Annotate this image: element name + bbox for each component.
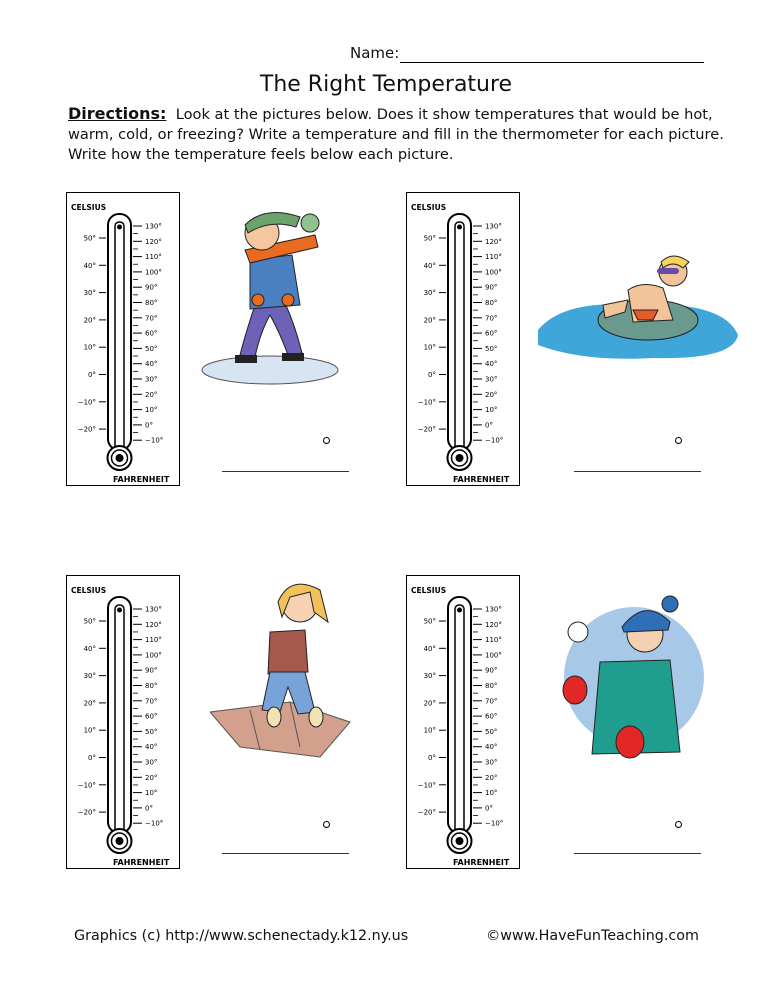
- fahrenheit-tick-label: 10°: [485, 789, 498, 798]
- degree-symbol-4: [675, 821, 682, 828]
- celsius-tick-label: 10°: [83, 343, 96, 352]
- celsius-tick-label: −10°: [417, 398, 436, 407]
- answer-line-1[interactable]: [222, 471, 349, 472]
- fahrenheit-tick-label: 50°: [145, 727, 158, 736]
- fahrenheit-tick-label: 120°: [145, 620, 162, 629]
- answer-line-4[interactable]: [574, 853, 701, 854]
- swimmer-image: [533, 250, 743, 370]
- fahrenheit-tick-label: 80°: [485, 299, 498, 307]
- fahrenheit-tick-label: −10°: [145, 436, 164, 445]
- celsius-tick-label: 30°: [423, 672, 436, 681]
- celsius-tick-label: 10°: [423, 343, 436, 352]
- celsius-label: CELSIUS: [71, 203, 107, 212]
- thermometer-4[interactable]: [406, 575, 520, 869]
- fahrenheit-tick-label: 110°: [145, 253, 162, 262]
- fahrenheit-tick-label: 60°: [485, 329, 498, 338]
- fahrenheit-tick-label: 130°: [485, 605, 502, 614]
- fahrenheit-tick-label: 100°: [145, 268, 162, 277]
- fahrenheit-tick-label: 40°: [145, 743, 158, 752]
- celsius-label: CELSIUS: [411, 203, 447, 212]
- degree-symbol-2: [675, 437, 682, 444]
- hopscotch-girl-image: [210, 572, 365, 772]
- fahrenheit-tick-label: 70°: [145, 697, 158, 706]
- fahrenheit-tick-label: 50°: [485, 727, 498, 736]
- page-title: The Right Temperature: [259, 72, 513, 97]
- fahrenheit-tick-label: 90°: [145, 283, 158, 292]
- thermometer-graphic: [406, 575, 520, 869]
- answer-line-2[interactable]: [574, 471, 701, 472]
- celsius-tick-label: −10°: [77, 781, 96, 790]
- fahrenheit-tick-label: 60°: [145, 712, 158, 721]
- fahrenheit-tick-label: 60°: [145, 329, 158, 338]
- fahrenheit-tick-label: 130°: [145, 222, 162, 231]
- degree-symbol-1: [323, 437, 330, 444]
- celsius-tick-label: 0°: [428, 371, 436, 379]
- fahrenheit-tick-label: 100°: [485, 268, 502, 277]
- fahrenheit-tick-label: 90°: [485, 283, 498, 292]
- fahrenheit-tick-label: 20°: [145, 773, 158, 782]
- thermometer-3[interactable]: [66, 575, 180, 869]
- fahrenheit-tick-label: 80°: [145, 299, 158, 307]
- fahrenheit-tick-label: 130°: [145, 605, 162, 614]
- footer-graphics-credit: Graphics (c) http://www.schenectady.k12.ny.us: [74, 928, 409, 944]
- celsius-tick-label: 20°: [423, 699, 436, 708]
- fahrenheit-tick-label: 20°: [485, 390, 498, 399]
- fahrenheit-tick-label: 110°: [485, 253, 502, 262]
- celsius-tick-label: 30°: [423, 289, 436, 298]
- fahrenheit-tick-label: 10°: [485, 406, 498, 415]
- celsius-tick-label: 10°: [423, 726, 436, 735]
- celsius-tick-label: 20°: [83, 699, 96, 708]
- fahrenheit-tick-label: 90°: [145, 666, 158, 675]
- celsius-tick-label: 10°: [83, 726, 96, 735]
- winter-boy-image: [560, 592, 710, 767]
- fahrenheit-tick-label: 30°: [485, 375, 498, 384]
- fahrenheit-label: FAHRENHEIT: [453, 475, 510, 484]
- celsius-tick-label: 50°: [423, 617, 436, 626]
- fahrenheit-tick-label: 20°: [485, 773, 498, 782]
- fahrenheit-tick-label: 0°: [145, 804, 153, 813]
- name-field[interactable]: [400, 62, 704, 63]
- thermometer-1[interactable]: [66, 192, 180, 486]
- fahrenheit-tick-label: 0°: [485, 421, 493, 430]
- fahrenheit-label: FAHRENHEIT: [113, 858, 170, 867]
- thermometer-graphic: [406, 192, 520, 486]
- fahrenheit-tick-label: 20°: [145, 390, 158, 399]
- fahrenheit-tick-label: 120°: [485, 620, 502, 629]
- fahrenheit-label: FAHRENHEIT: [453, 858, 510, 867]
- fahrenheit-tick-label: −10°: [485, 436, 504, 445]
- fahrenheit-tick-label: −10°: [145, 819, 164, 828]
- celsius-tick-label: 30°: [83, 672, 96, 681]
- celsius-tick-label: 40°: [83, 261, 96, 270]
- fahrenheit-tick-label: 70°: [485, 697, 498, 706]
- fahrenheit-tick-label: 50°: [485, 344, 498, 353]
- celsius-tick-label: 50°: [83, 234, 96, 243]
- celsius-tick-label: 40°: [83, 644, 96, 653]
- fahrenheit-tick-label: 100°: [485, 651, 502, 660]
- directions-text: Look at the pictures below. Does it show temperatures that would be hot, warm, cold, or freezing? Write a temperature and fill in the thermometer for each picture. Write how the temperature feels below each picture.: [68, 106, 724, 163]
- fahrenheit-tick-label: 40°: [485, 360, 498, 369]
- fahrenheit-tick-label: 50°: [145, 344, 158, 353]
- fahrenheit-tick-label: −10°: [485, 819, 504, 828]
- directions: [68, 104, 738, 165]
- fahrenheit-tick-label: 110°: [145, 636, 162, 645]
- fahrenheit-tick-label: 120°: [145, 237, 162, 246]
- celsius-tick-label: 40°: [423, 644, 436, 653]
- fahrenheit-label: FAHRENHEIT: [113, 475, 170, 484]
- fahrenheit-tick-label: 110°: [485, 636, 502, 645]
- celsius-tick-label: −20°: [417, 808, 436, 817]
- fahrenheit-tick-label: 30°: [145, 758, 158, 767]
- fahrenheit-tick-label: 30°: [485, 758, 498, 767]
- fahrenheit-tick-label: 90°: [485, 666, 498, 675]
- directions-label: Directions:: [68, 104, 167, 123]
- celsius-tick-label: 20°: [83, 316, 96, 325]
- celsius-tick-label: 0°: [88, 754, 96, 762]
- fahrenheit-tick-label: 10°: [145, 406, 158, 415]
- name-label: Name:: [350, 44, 400, 62]
- thermometer-graphic: [66, 575, 180, 869]
- fahrenheit-tick-label: 40°: [485, 743, 498, 752]
- celsius-tick-label: −10°: [417, 781, 436, 790]
- fahrenheit-tick-label: 70°: [485, 314, 498, 323]
- fahrenheit-tick-label: 80°: [145, 682, 158, 690]
- fahrenheit-tick-label: 0°: [485, 804, 493, 813]
- fahrenheit-tick-label: 30°: [145, 375, 158, 384]
- celsius-tick-label: −20°: [77, 808, 96, 817]
- footer-copyright: ©www.HaveFunTeaching.com: [486, 928, 699, 944]
- thermometer-graphic: [66, 192, 180, 486]
- fahrenheit-tick-label: 70°: [145, 314, 158, 323]
- degree-symbol-3: [323, 821, 330, 828]
- thermometer-2[interactable]: [406, 192, 520, 486]
- fahrenheit-tick-label: 60°: [485, 712, 498, 721]
- celsius-tick-label: −20°: [417, 425, 436, 434]
- celsius-tick-label: 40°: [423, 261, 436, 270]
- celsius-label: CELSIUS: [411, 586, 447, 595]
- answer-line-3[interactable]: [222, 853, 349, 854]
- celsius-tick-label: −10°: [77, 398, 96, 407]
- fahrenheit-tick-label: 10°: [145, 789, 158, 798]
- celsius-tick-label: 50°: [83, 617, 96, 626]
- fahrenheit-tick-label: 120°: [485, 237, 502, 246]
- fahrenheit-tick-label: 80°: [485, 682, 498, 690]
- celsius-label: CELSIUS: [71, 586, 107, 595]
- ice-skater-image: [200, 205, 350, 385]
- celsius-tick-label: 0°: [428, 754, 436, 762]
- fahrenheit-tick-label: 100°: [145, 651, 162, 660]
- fahrenheit-tick-label: 40°: [145, 360, 158, 369]
- celsius-tick-label: 0°: [88, 371, 96, 379]
- celsius-tick-label: 20°: [423, 316, 436, 325]
- celsius-tick-label: 50°: [423, 234, 436, 243]
- celsius-tick-label: 30°: [83, 289, 96, 298]
- fahrenheit-tick-label: 0°: [145, 421, 153, 430]
- fahrenheit-tick-label: 130°: [485, 222, 502, 231]
- celsius-tick-label: −20°: [77, 425, 96, 434]
